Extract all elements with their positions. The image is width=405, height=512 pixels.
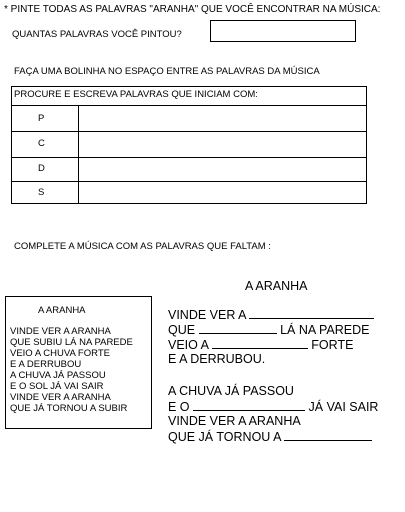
lyrics-line: QUE SUBIU LÁ NA PAREDE — [10, 337, 133, 348]
fill-text: E O — [168, 400, 190, 414]
lyrics-line: E O SOL JÁ VAI SAIR — [10, 381, 104, 392]
lyrics-title: A ARANHA — [38, 305, 86, 316]
fill-text: QUE JÁ TORNOU A — [168, 430, 281, 444]
row-divider — [12, 181, 366, 182]
lyrics-line: VINDE VER A ARANHA — [10, 326, 111, 337]
fill-text: FORTE — [311, 338, 354, 352]
letter-p: P — [38, 113, 45, 124]
word-table — [11, 86, 367, 204]
lyrics-line: QUE JÁ TORNOU A SUBIR — [10, 403, 128, 414]
lyrics-line: E A DERRUBOU — [10, 359, 82, 370]
fill-line-6 — [168, 399, 378, 414]
letter-c: C — [38, 138, 45, 149]
row-divider — [12, 157, 366, 158]
fill-line-2 — [168, 322, 369, 337]
fill-line-8 — [168, 429, 372, 444]
fill-line-3 — [168, 337, 353, 352]
fill-line-7: VINDE VER A ARANHA — [168, 414, 301, 428]
fill-text: QUE — [168, 323, 196, 337]
letter-d: D — [38, 163, 45, 174]
row-divider — [12, 105, 366, 106]
fill-blank[interactable] — [212, 337, 308, 349]
instruction-circle: FAÇA UMA BOLINHA NO ESPAÇO ENTRE AS PALAVRAS DA MÚSICA — [14, 66, 320, 77]
lyrics-line: VINDE VER A ARANHA — [10, 392, 111, 403]
fill-line-5: A CHUVA JÁ PASSOU — [168, 384, 294, 398]
lyrics-line: VEIO A CHUVA FORTE — [10, 348, 110, 359]
letter-s: S — [38, 187, 45, 198]
question-count: QUANTAS PALAVRAS VOCÊ PINTOU? — [12, 29, 182, 40]
lyrics-line: A CHUVA JÁ PASSOU — [10, 370, 106, 381]
instruction-paint: * PINTE TODAS AS PALAVRAS "ARANHA" QUE VOCÊ ENCONTRAR NA MÚSICA: — [4, 4, 381, 15]
table-header: PROCURE E ESCREVA PALAVRAS QUE INICIAM COM: — [14, 89, 258, 100]
fill-blank[interactable] — [199, 322, 277, 334]
fill-line-4: E A DERRUBOU. — [168, 352, 266, 366]
fill-blank[interactable] — [193, 399, 305, 411]
row-divider — [12, 131, 366, 132]
lyrics-box — [5, 296, 152, 429]
fill-text: VEIO A — [168, 338, 209, 352]
answer-box[interactable] — [210, 20, 356, 42]
fill-blank[interactable] — [249, 307, 374, 319]
fill-blank[interactable] — [284, 429, 372, 441]
fill-text: JÁ VAI SAIR — [308, 400, 379, 414]
column-divider — [78, 105, 79, 203]
fill-line-1 — [168, 307, 374, 322]
fill-text: VINDE VER A — [168, 308, 246, 322]
fill-title: A ARANHA — [245, 279, 308, 293]
instruction-complete: COMPLETE A MÚSICA COM AS PALAVRAS QUE FALTAM : — [14, 241, 271, 252]
fill-text: LÁ NA PAREDE — [280, 323, 370, 337]
